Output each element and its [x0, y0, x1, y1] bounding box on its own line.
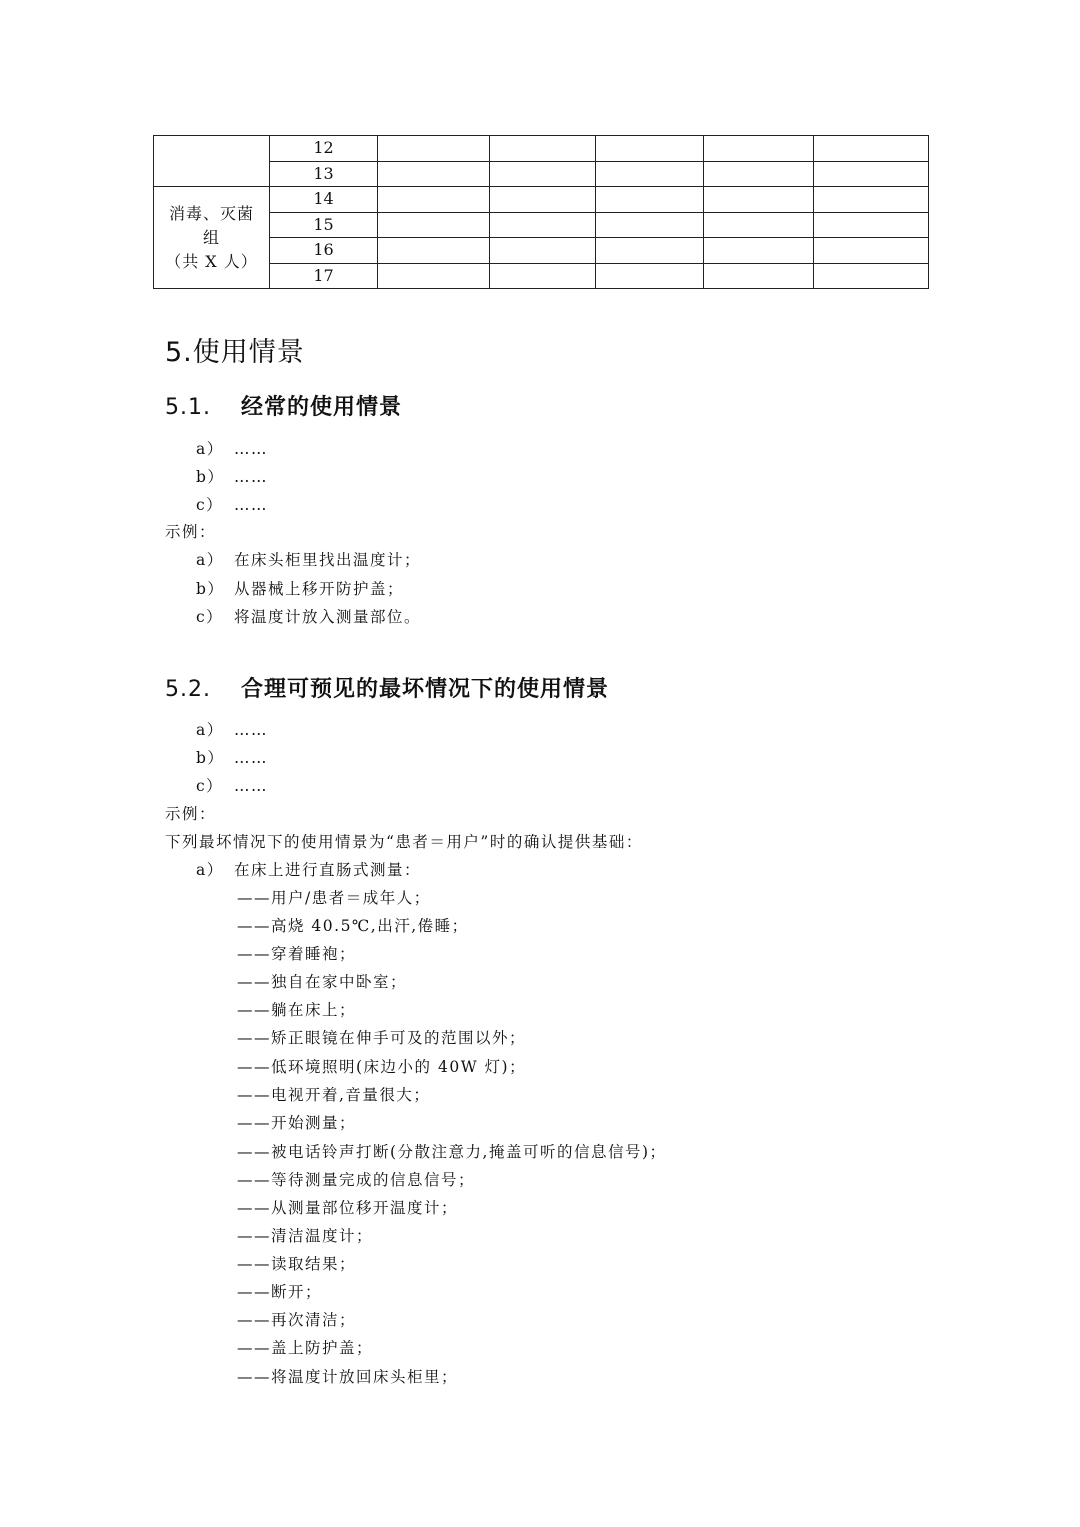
- section-title: 经常的使用情景: [241, 395, 403, 420]
- table-row: [154, 136, 929, 162]
- table-cell: [378, 136, 490, 162]
- step-item: ——穿着睡袍；: [237, 945, 357, 963]
- step-item: ——断开；: [237, 1283, 323, 1301]
- list-item: a） 在床上进行直肠式测量：: [196, 861, 422, 879]
- table-cell: [704, 238, 814, 264]
- table-cell: [378, 187, 490, 213]
- table-cell: [378, 161, 490, 187]
- table-cell: [378, 212, 490, 238]
- table-cell: [814, 212, 929, 238]
- step-item: ——清洁温度计；: [237, 1227, 374, 1245]
- table-cell: [596, 187, 704, 213]
- section-5-heading: 5.使用情景: [165, 337, 305, 368]
- step-item: ——被电话铃声打断(分散注意力,掩盖可听的信息信号)；: [237, 1143, 667, 1161]
- table-cell: [814, 161, 929, 187]
- list-item: b） ……: [196, 749, 268, 767]
- table-row: [154, 161, 929, 187]
- table-cell: [490, 212, 596, 238]
- table-cell: [596, 136, 704, 162]
- section-5-2-heading: [165, 672, 609, 703]
- group-label-cell: [154, 187, 270, 289]
- list-item: c） 将温度计放入测量部位。: [196, 608, 422, 626]
- table-row: [154, 238, 929, 264]
- table-cell: [814, 263, 929, 289]
- step-item: ——独自在家中卧室；: [237, 973, 408, 991]
- table-cell: [704, 187, 814, 213]
- table-cell: [704, 263, 814, 289]
- table-cell: [490, 187, 596, 213]
- group-label-line: （共 X 人）: [165, 251, 258, 271]
- table-cell: [596, 161, 704, 187]
- row-number: 17: [270, 263, 378, 289]
- table-cell: [490, 238, 596, 264]
- list-item: c） ……: [196, 777, 268, 795]
- step-item: ——开始测量；: [237, 1114, 357, 1132]
- section-number: 5.2.: [165, 677, 211, 702]
- table-cell: [814, 136, 929, 162]
- row-number: 13: [270, 161, 378, 187]
- table-cell: [490, 263, 596, 289]
- row-number: 16: [270, 238, 378, 264]
- step-item: ——将温度计放回床头柜里；: [237, 1368, 459, 1386]
- table-cell: [704, 136, 814, 162]
- table-cell: [378, 263, 490, 289]
- step-item: ——盖上防护盖；: [237, 1339, 374, 1357]
- example-intro: 下列最坏情况下的使用情景为“患者＝用户”时的确认提供基础：: [165, 833, 643, 851]
- step-item: ——躺在床上；: [237, 1001, 357, 1019]
- step-item: ——用户/患者＝成年人；: [237, 889, 431, 907]
- list-item: a） ……: [196, 721, 268, 739]
- group-label-line: 组: [202, 227, 220, 247]
- table-cell: [596, 238, 704, 264]
- step-item: ——读取结果；: [237, 1255, 357, 1273]
- row-number: 14: [270, 187, 378, 213]
- table-cell: [596, 263, 704, 289]
- step-item: ——矫正眼镜在伸手可及的范围以外；: [237, 1029, 527, 1047]
- table-cell: [814, 238, 929, 264]
- list-item: b） 从器械上移开防护盖；: [196, 580, 405, 598]
- row-number: 15: [270, 212, 378, 238]
- step-item: ——高烧 40.5℃,出汗,倦睡；: [237, 917, 469, 935]
- table-row: [154, 263, 929, 289]
- table-cell: [490, 136, 596, 162]
- table-cell: [704, 161, 814, 187]
- table-cell: [704, 212, 814, 238]
- example-label: 示例：: [165, 523, 217, 541]
- step-item: ——等待测量完成的信息信号；: [237, 1171, 476, 1189]
- section-title: 合理可预见的最坏情况下的使用情景: [241, 677, 610, 702]
- table-row: [154, 187, 929, 213]
- table-cell: [596, 212, 704, 238]
- table-cell: [154, 136, 270, 187]
- list-item: a） 在床头柜里找出温度计；: [196, 551, 422, 569]
- section-5-1-heading: [165, 390, 402, 421]
- step-item: ——电视开着,音量很大；: [237, 1086, 431, 1104]
- list-item: a） ……: [196, 440, 268, 458]
- table-cell: [490, 161, 596, 187]
- group-label-line: 消毒、灭菌: [168, 203, 254, 223]
- table-row: [154, 212, 929, 238]
- team-table: [153, 135, 929, 289]
- list-item: c） ……: [196, 496, 268, 514]
- list-item: b） ……: [196, 468, 268, 486]
- table-cell: [378, 238, 490, 264]
- step-item: ——低环境照明(床边小的 40W 灯)；: [237, 1058, 527, 1076]
- table-cell: [814, 187, 929, 213]
- step-item: ——再次清洁；: [237, 1311, 357, 1329]
- section-number: 5.1.: [165, 395, 211, 420]
- step-item: ——从测量部位移开温度计；: [237, 1199, 459, 1217]
- example-label: 示例：: [165, 805, 217, 823]
- row-number: 12: [270, 136, 378, 162]
